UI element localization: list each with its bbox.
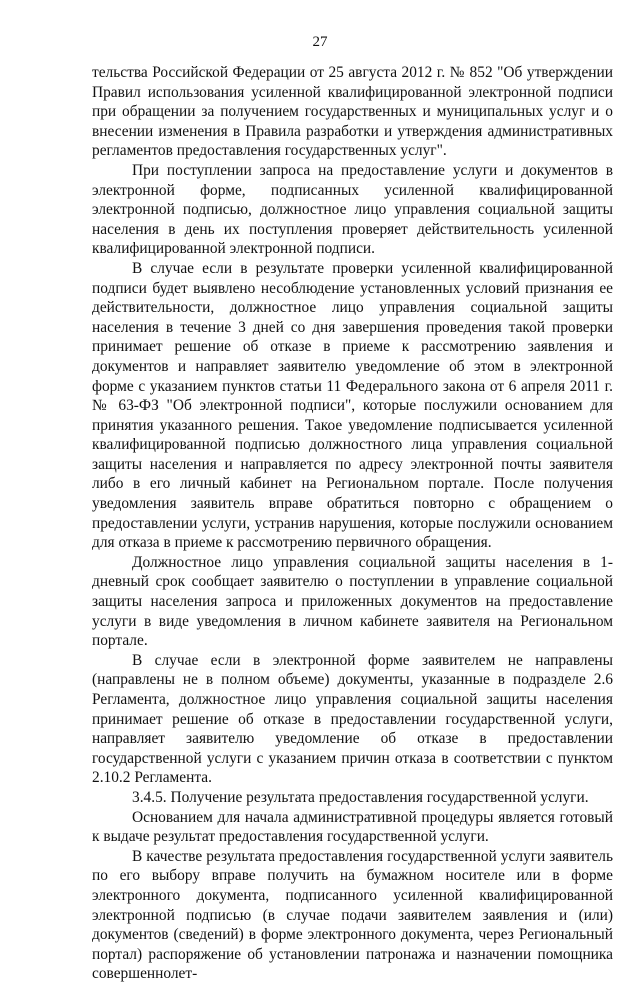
paragraph-notification: Должностное лицо управления социальной защиты населения в 1-дневный срок сообщает заявителю о поступлении в управление социальной защиты населения запроса и приложенных документов на предоставление услуги в виде уведомления в личном кабинете заявителя на Региональном портале. bbox=[92, 553, 613, 650]
paragraph-signature-invalid: В случае если в результате проверки усиленной квалифицированной подписи будет выявлено несоблюдение установленных условий признания ее действительности, должностное лицо управления социальной защиты населения в течение 3 дней со дня завершения проведения такой проверки принимает решение об отказе в приеме к рассмотрению заявления и документов и направляет заявителю уведомление об этом в электронной форме с указанием пунктов статьи 11 Федерального закона от 6 апреля 2011 г. № 63-ФЗ "Об электронной подписи", которые послужили основанием для принятия указанного решения. Такое уведомление подписывается усиленной квалифицированной подписью должностного лица управления социальной защиты населения и направляется по адресу электронной почты заявителя либо в его личный кабинет на Региональном портале. После получения уведомления заявитель вправе обратиться повторно с обращением о предоставлении услуги, устранив нарушения, которые послужили основанием для отказа в приеме к рассмотрению первичного обращения. bbox=[92, 259, 613, 552]
paragraph-procedure-basis: Основанием для начала административной процедуры является готовый к выдаче результат предоставления государственной услуги. bbox=[92, 808, 613, 846]
paragraph-continuation: тельства Российской Федерации от 25 августа 2012 г. № 852 "Об утверждении Правил использования усиленной квалифицированной электронной подписи при обращении за получением государственных и муниципальных услуг и о внесении изменения в Правила разработки и утверждения административных регламентов предоставления государственных услуг". bbox=[92, 64, 613, 160]
paragraph-request-verification: При поступлении запроса на предоставление услуги и документов в электронной форме, подписанных усиленной квалифицированной электронной подписью, должностное лицо управления социальной защиты населения в день их поступления проверяет действительность усиленной квалифицированной электронной подписи. bbox=[92, 161, 613, 258]
document-body bbox=[92, 63, 613, 984]
paragraph-incomplete-documents: В случае если в электронной форме заявителем не направлены (направлены не в полном объеме) документы, указанные в подразделе 2.6 Регламента, должностное лицо управления социальной защиты населения принимает решение об отказе в предоставлении государственной услуги, направляет заявителю уведомление об отказе в предоставлении государственной услуги с указанием причин отказа в соответствии с пунктом 2.10.2 Регламента. bbox=[92, 651, 613, 787]
page-number: 27 bbox=[312, 34, 328, 50]
paragraph-result-delivery: В качестве результата предоставления государственной услуги заявитель по его выбору вправе получить на бумажном носителе или в форме электронного документа, подписанного усиленной квалифицированной электронной подписью (в случае подачи заявителем заявления и (или) документов (сведений) в форме электронного документа, через Региональный портал) распоряжение об установлении патронажа и назначении помощника совершеннолет- bbox=[92, 847, 613, 983]
section-heading-3-4-5: 3.4.5. Получение результата предоставления государственной услуги. bbox=[132, 788, 589, 806]
